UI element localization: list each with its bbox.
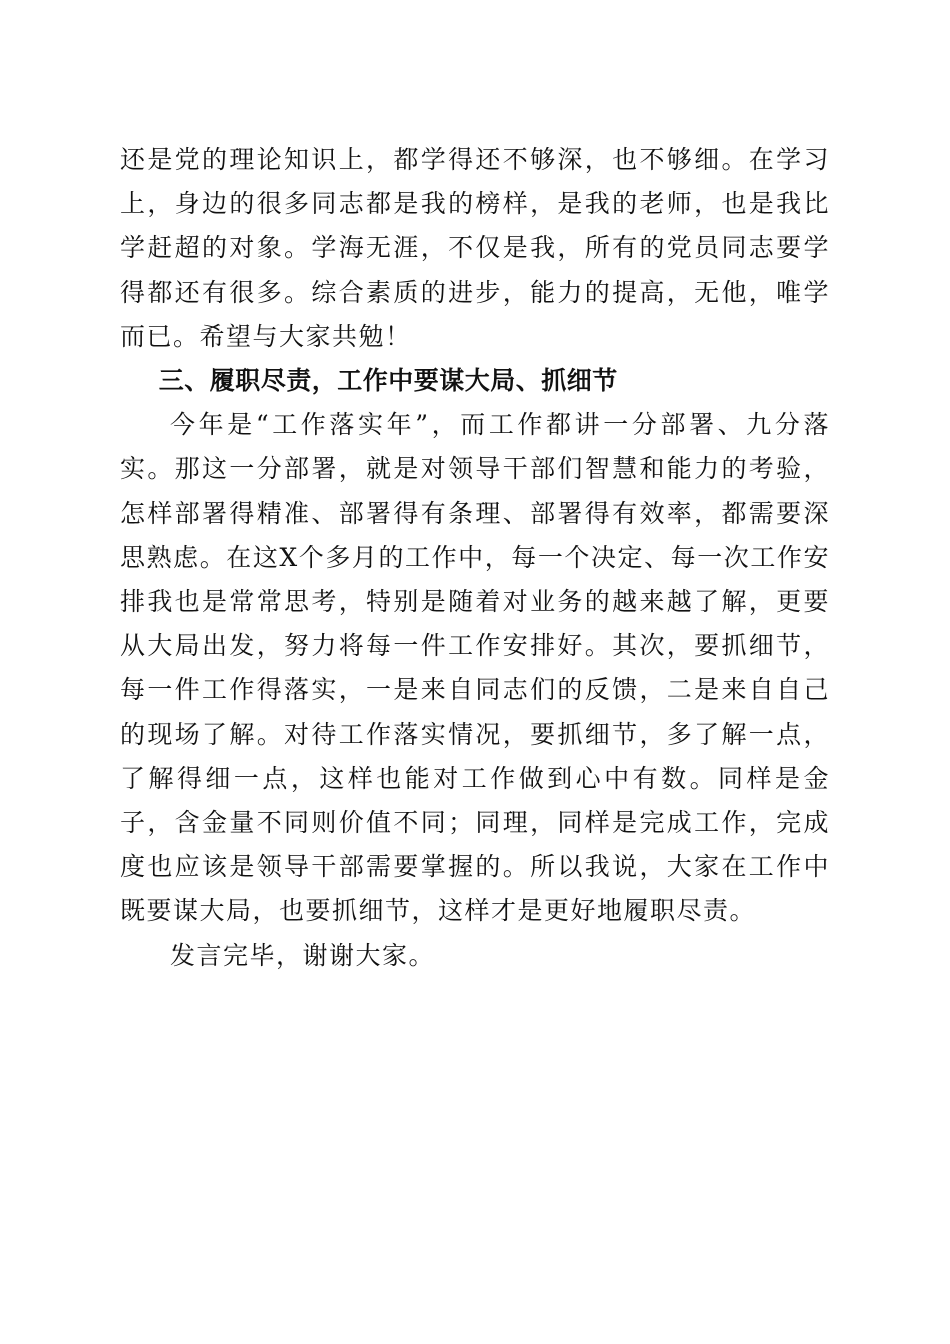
paragraph-main: 今年是“工作落实年”，而工作都讲一分部署、九分落实。那这一分部署，就是对领导干部们智慧和能力的考验，怎样部署得精准、部署得有条理、部署得有效率，都需要深思熟虑。在这X个多月的工作中，每一个决定、每一次工作安排我也是常常思考，特别是随着对业务的越来越了解，更要从大局出发，努力将每一件工作安排好。其次，要抓细节，每一件工作得落实，一是来自同志们的反馈，二是来自自己的现场了解。对待工作落实情况，要抓细节，多了解一点，了解得细一点，这样也能对工作做到心中有数。同样是金子，含金量不同则价值不同；同理，同样是完成工作，完成度也应该是领导干部需要掌握的。所以我说，大家在工作中既要谋大局，也要抓细节，这样才是更好地履职尽责。 (120, 410, 830, 926)
paragraph-continuation: 还是党的理论知识上，都学得还不够深，也不够细。在学习上，身边的很多同志都是我的榜样，是我的老师，也是我比学赶超的对象。学海无涯，不仅是我，所有的党员同志要学得都还有很多。综合素质的进步，能力的提高，无他，唯学而已。希望与大家共勉！ (120, 145, 830, 351)
paragraph-closing: 发言完毕，谢谢大家。 (170, 940, 436, 970)
section-heading: 三、履职尽责，工作中要谋大局、抓细节 (158, 366, 618, 396)
document-body (120, 138, 830, 978)
